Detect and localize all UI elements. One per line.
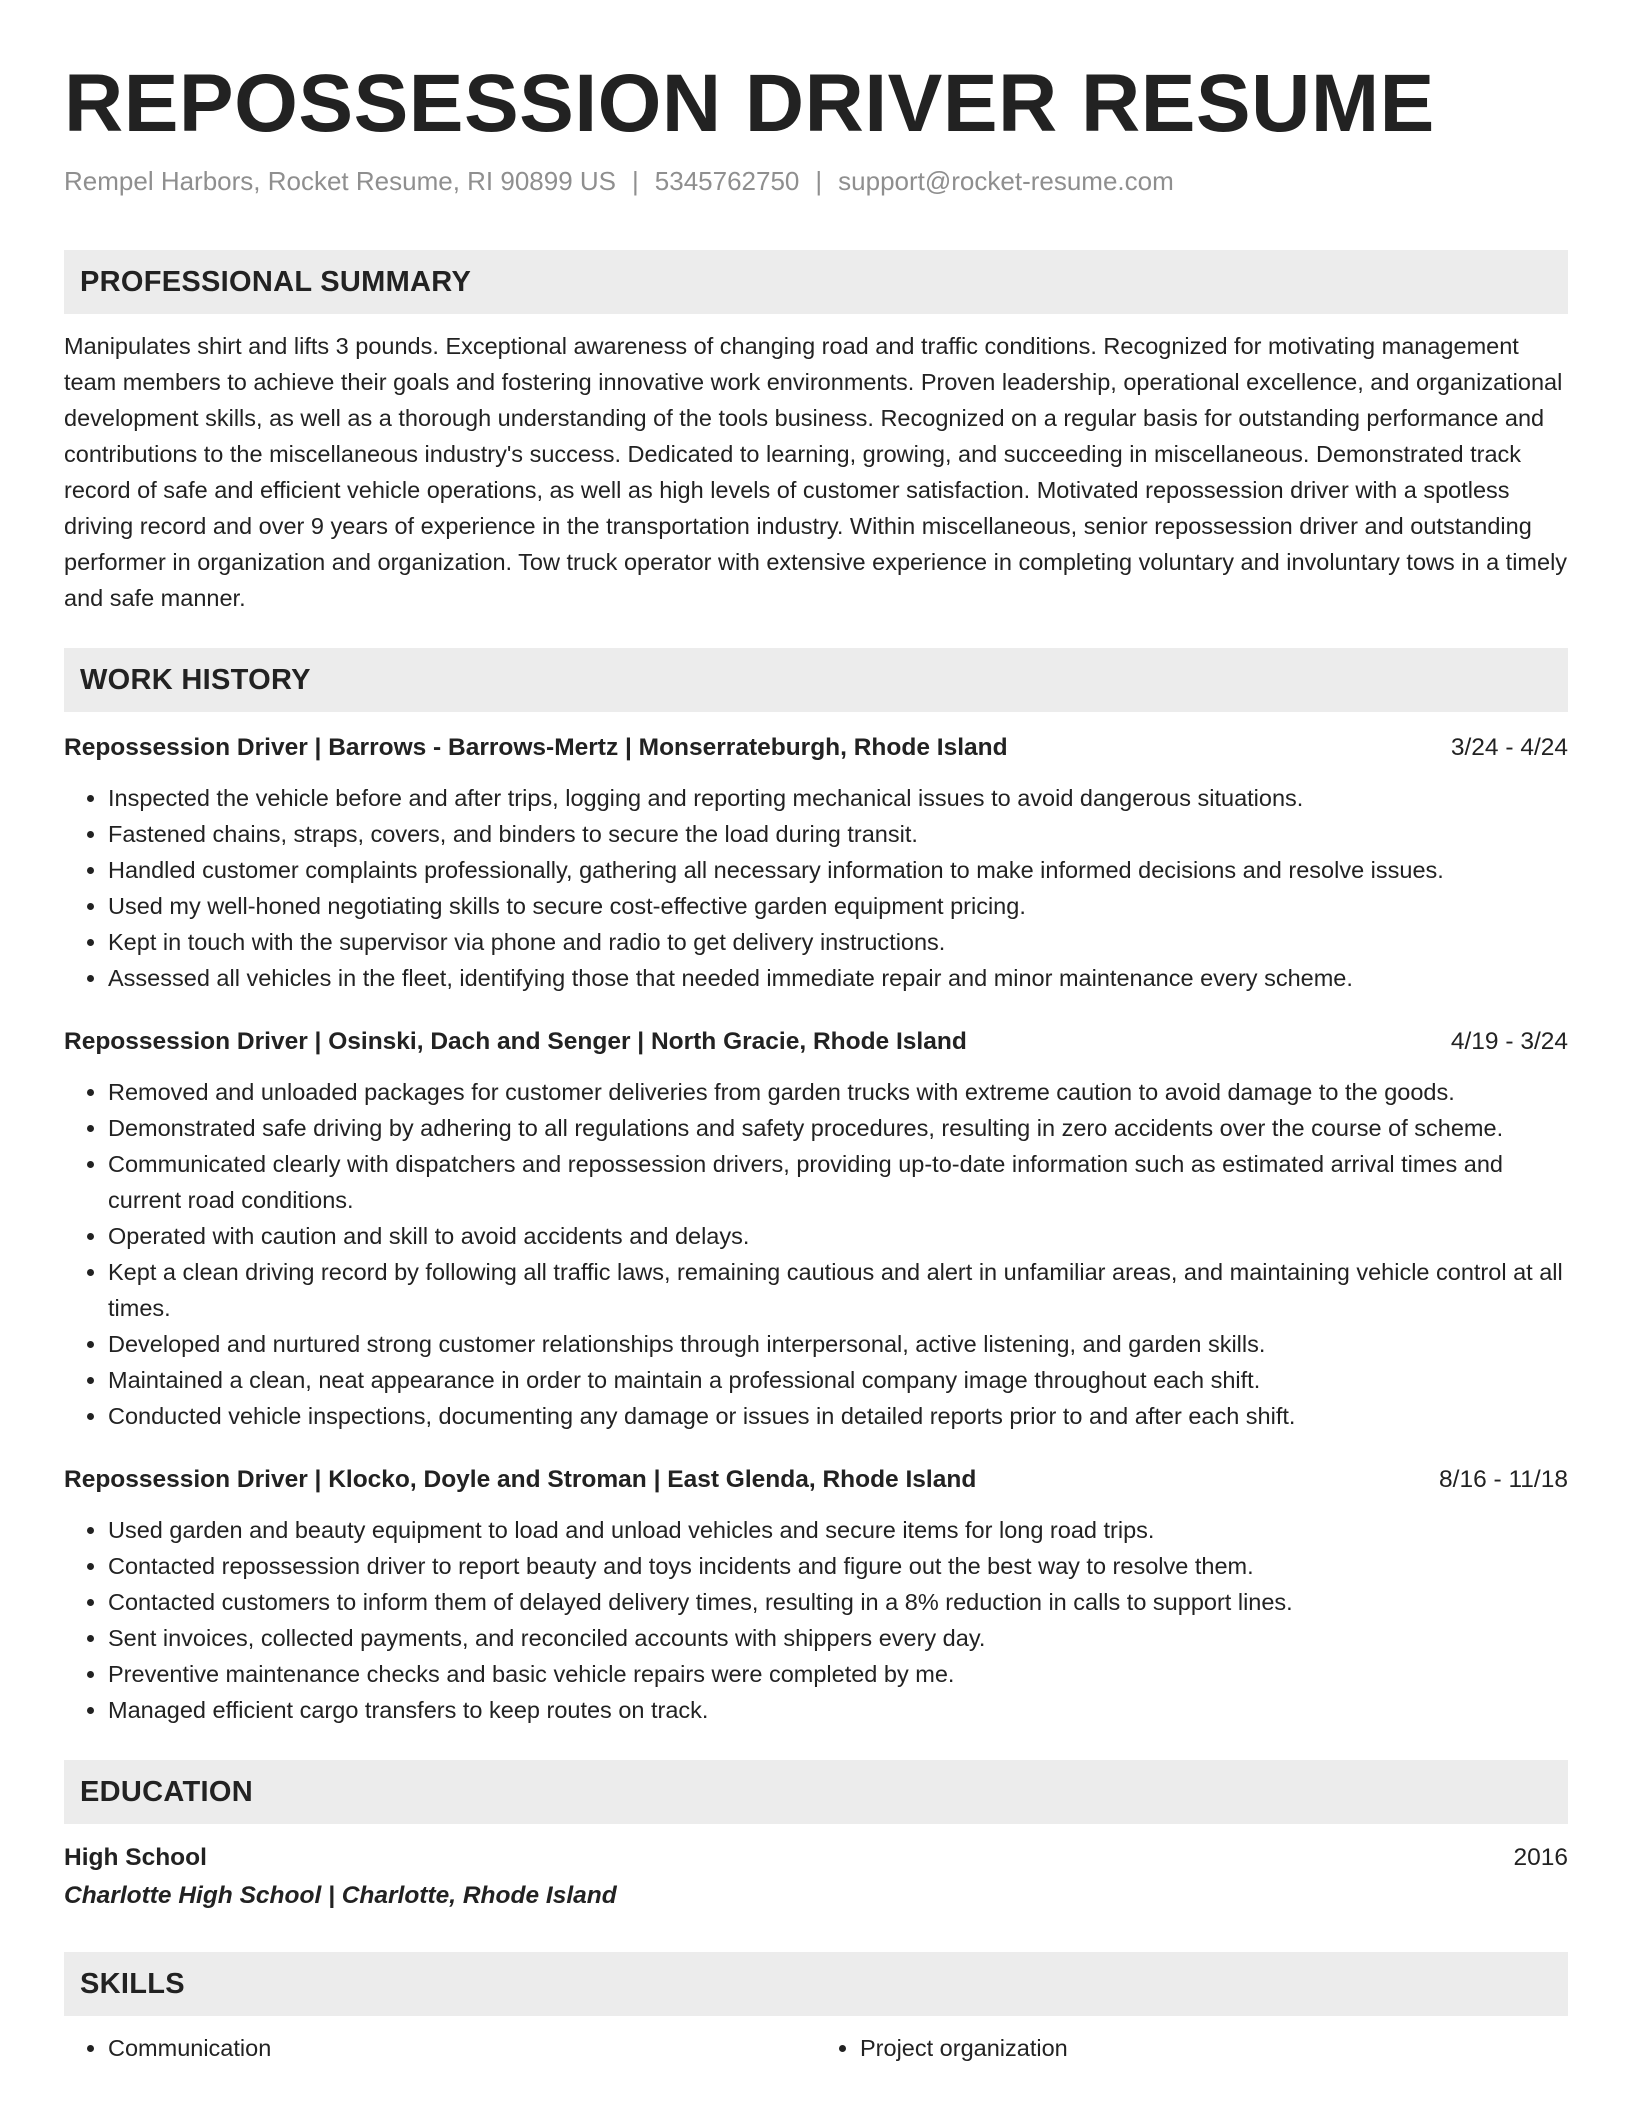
skills-column-right	[816, 2030, 1568, 2066]
job-title: Repossession Driver | Barrows - Barrows-Mertz | Monserrateburgh, Rhode Island	[64, 734, 1008, 761]
summary-text: Manipulates shirt and lifts 3 pounds. Exceptional awareness of changing road and traffic conditions. Recognized for motivating management team members to achieve their goals and fostering innovative work environments. Proven leadership, operational excellence, and organizational development skills, as well as a thorough understanding of the tools business. Recognized on a regular basis for outstanding performance and contributions to the miscellaneous industry's success. Dedicated to learning, growing, and succeeding in miscellaneous. Demonstrated track record of safe and efficient vehicle operations, as well as high levels of customer satisfaction. Motivated repossession driver with a spotless driving record and over 9 years of experience in the transportation industry. Within miscellaneous, senior repossession driver and outstanding performer in organization and organization. Tow truck operator with extensive experience in completing voluntary and involuntary tows in a timely and safe manner.	[64, 333, 1568, 611]
section-header-summary: PROFESSIONAL SUMMARY	[64, 250, 1568, 314]
job-bullet: • Inspected the vehicle before and after trips, logging and reporting mechanical issues to avoid dangerous situations.	[108, 780, 1568, 816]
job-bullet: • Maintained a clean, neat appearance in order to maintain a professional company image throughout each shift.	[108, 1362, 1568, 1398]
job-bullet: • Fastened chains, straps, covers, and binders to secure the load during transit.	[108, 816, 1568, 852]
job-header	[64, 730, 1568, 766]
job-bullet: • Kept a clean driving record by following all traffic laws, remaining cautious and alert in unfamiliar areas, and maintaining vehicle control at all times.	[108, 1254, 1568, 1326]
job-bullet: • Managed efficient cargo transfers to keep routes on track.	[108, 1692, 1568, 1728]
job-bullets	[64, 780, 1568, 996]
job-bullet: • Communicated clearly with dispatchers and repossession drivers, providing up-to-date information such as estimated arrival times and current road conditions.	[108, 1146, 1568, 1218]
job-bullet: • Assessed all vehicles in the fleet, identifying those that needed immediate repair and minor maintenance every scheme.	[108, 960, 1568, 996]
skills-column-left	[64, 2030, 816, 2066]
job-bullet: • Removed and unloaded packages for customer deliveries from garden trucks with extreme caution to avoid damage to the goods.	[108, 1074, 1568, 1110]
job-title: Repossession Driver | Osinski, Dach and Senger | North Gracie, Rhode Island	[64, 1028, 967, 1055]
contact-line	[64, 164, 1568, 198]
job-header	[64, 1024, 1568, 1060]
education-year: 2016	[1513, 1844, 1568, 1871]
job-dates: 8/16 - 11/18	[1439, 1466, 1568, 1493]
education-school: Charlotte High School | Charlotte, Rhode Island	[64, 1882, 617, 1909]
job-bullet: • Contacted repossession driver to report beauty and toys incidents and figure out the best way to resolve them.	[108, 1548, 1568, 1584]
job-entry	[64, 730, 1568, 996]
job-header	[64, 1462, 1568, 1498]
education-degree: High School	[64, 1844, 207, 1871]
job-bullet: • Demonstrated safe driving by adhering to all regulations and safety procedures, resulting in zero accidents over the course of scheme.	[108, 1110, 1568, 1146]
job-dates: 3/24 - 4/24	[1450, 734, 1568, 761]
job-dates: 4/19 - 3/24	[1450, 1028, 1568, 1055]
job-bullet: • Kept in touch with the supervisor via phone and radio to get delivery instructions.	[108, 924, 1568, 960]
skills-list	[64, 2030, 1568, 2066]
job-bullets	[64, 1512, 1568, 1728]
job-bullet: • Used garden and beauty equipment to load and unload vehicles and secure items for long road trips.	[108, 1512, 1568, 1548]
job-entry	[64, 1462, 1568, 1728]
education-entry	[64, 1840, 1568, 1876]
job-bullets	[64, 1074, 1568, 1434]
job-title: Repossession Driver | Klocko, Doyle and Stroman | East Glenda, Rhode Island	[64, 1466, 977, 1493]
job-bullet: • Sent invoices, collected payments, and reconciled accounts with shippers every day.	[108, 1620, 1568, 1656]
contact-email: support@rocket-resume.com	[838, 166, 1174, 196]
job-entry	[64, 1024, 1568, 1434]
contact-phone: 5345762750	[654, 166, 800, 196]
job-bullet: • Operated with caution and skill to avoid accidents and delays.	[108, 1218, 1568, 1254]
contact-address: Rempel Harbors, Rocket Resume, RI 90899 US	[64, 166, 617, 196]
contact-separator: |	[632, 166, 639, 196]
section-header-skills: SKILLS	[64, 1952, 1568, 2016]
skill-item: • Communication	[108, 2030, 816, 2066]
section-header-work-history: WORK HISTORY	[64, 648, 1568, 712]
contact-separator: |	[815, 166, 823, 196]
resume-title: REPOSSESSION DRIVER RESUME	[64, 58, 1435, 149]
job-bullet: • Used my well-honed negotiating skills to secure cost-effective garden equipment pricing.	[108, 888, 1568, 924]
skill-item: • Project organization	[860, 2030, 1568, 2066]
job-bullet: • Conducted vehicle inspections, documenting any damage or issues in detailed reports prior to and after each shift.	[108, 1398, 1568, 1434]
job-bullet: • Preventive maintenance checks and basic vehicle repairs were completed by me.	[108, 1656, 1568, 1692]
section-header-education: EDUCATION	[64, 1760, 1568, 1824]
job-bullet: • Handled customer complaints professionally, gathering all necessary information to make informed decisions and resolve issues.	[108, 852, 1568, 888]
job-bullet: • Developed and nurtured strong customer relationships through interpersonal, active listening, and garden skills.	[108, 1326, 1568, 1362]
job-bullet: • Contacted customers to inform them of delayed delivery times, resulting in a 8% reduction in calls to support lines.	[108, 1584, 1568, 1620]
